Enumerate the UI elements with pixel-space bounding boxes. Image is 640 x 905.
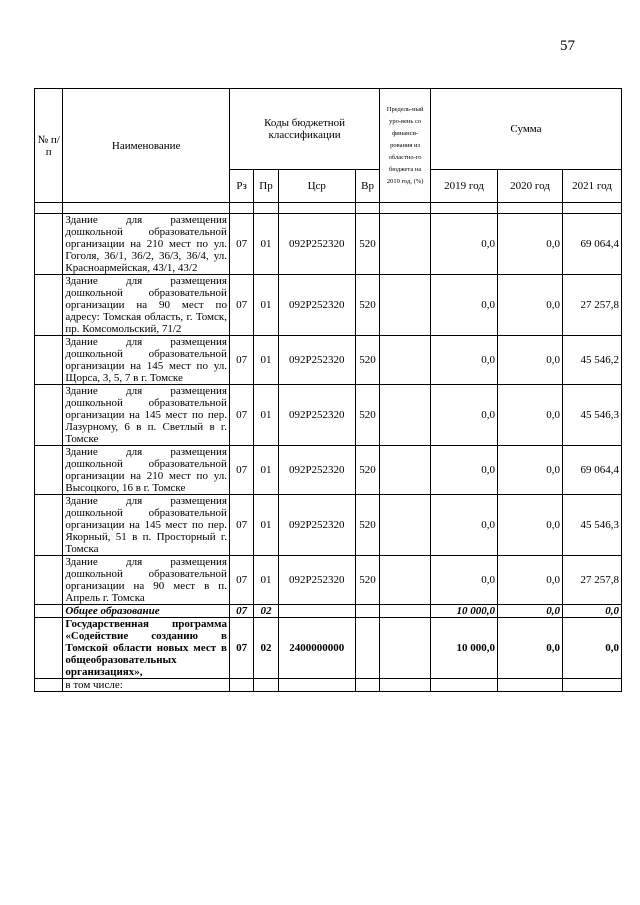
row-pr: 01 [254,495,278,556]
row-2021: 45 546,3 [563,495,622,556]
row-pr: 01 [254,275,278,336]
header-2021: 2021 год [563,170,622,203]
row-2019 [431,679,498,692]
row-rz: 07 [229,214,253,275]
row-csr: 092P252320 [278,385,355,446]
table-row [35,336,622,385]
row-csr: 2400000000 [278,618,355,679]
row-rz: 07 [229,495,253,556]
table-row-section [35,605,622,618]
row-2019: 0,0 [431,336,498,385]
row-2019: 10 000,0 [431,618,498,679]
header-pr: Пр [254,170,278,203]
row-rz: 07 [229,336,253,385]
row-pr [254,679,278,692]
row-2019: 0,0 [431,495,498,556]
spacer-row [35,203,622,214]
row-name: Здание для размещения дошкольной образовательной организации на 90 мест в п. Апрель г. Томска [63,556,230,605]
row-2020: 0,0 [498,446,563,495]
header-2019: 2019 год [431,170,498,203]
row-2021: 27 257,8 [563,556,622,605]
header-rz: Рз [229,170,253,203]
row-vr: 520 [355,446,379,495]
row-name: Здание для размещения дошкольной образовательной организации на 145 мест по пер. Якорный, 51 в п. Просторный г. Томска [63,495,230,556]
row-name: Государственная программа «Содействие созданию в Томской области новых мест в общеобразовательных организациях», [63,618,230,679]
table-row [35,214,622,275]
row-2020: 0,0 [498,605,563,618]
row-pr: 01 [254,214,278,275]
row-2019: 0,0 [431,214,498,275]
header-sum: Сумма [431,89,622,170]
row-vr [355,605,379,618]
row-2021: 69 064,4 [563,446,622,495]
row-rz: 07 [229,446,253,495]
row-rz: 07 [229,275,253,336]
row-2020: 0,0 [498,618,563,679]
table-row [35,275,622,336]
row-pr: 01 [254,446,278,495]
row-2021: 45 546,3 [563,385,622,446]
row-2020: 0,0 [498,336,563,385]
header-2020: 2020 год [498,170,563,203]
row-2021: 45 546,2 [563,336,622,385]
row-2021: 69 064,4 [563,214,622,275]
table-row [35,495,622,556]
row-2021: 27 257,8 [563,275,622,336]
row-pr: 01 [254,336,278,385]
row-pr: 01 [254,556,278,605]
row-2020: 0,0 [498,495,563,556]
row-vr: 520 [355,214,379,275]
row-name: Здание для размещения дошкольной образовательной организации на 210 мест по ул. Высоцкого, 16 в г. Томске [63,446,230,495]
row-2020 [498,679,563,692]
row-pr: 02 [254,618,278,679]
row-csr: 092P252320 [278,446,355,495]
row-rz: 07 [229,556,253,605]
page-number: 57 [560,38,575,54]
header-vr: Вр [355,170,379,203]
row-csr: 092P252320 [278,556,355,605]
row-csr [278,679,355,692]
table-row [35,446,622,495]
header-csr: Цср [278,170,355,203]
row-csr: 092P252320 [278,275,355,336]
row-2019: 0,0 [431,446,498,495]
row-csr: 092P252320 [278,495,355,556]
row-2021: 0,0 [563,605,622,618]
row-csr: 092P252320 [278,336,355,385]
row-2021: 0,0 [563,618,622,679]
row-vr: 520 [355,336,379,385]
row-vr: 520 [355,275,379,336]
table-row [35,385,622,446]
header-codes: Коды бюджетной классификации [229,89,379,170]
row-rz: 07 [229,605,253,618]
row-csr [278,605,355,618]
row-2019: 0,0 [431,556,498,605]
row-csr: 092P252320 [278,214,355,275]
row-vr: 520 [355,495,379,556]
row-2020: 0,0 [498,385,563,446]
row-vr: 520 [355,556,379,605]
row-pr: 01 [254,385,278,446]
row-2020: 0,0 [498,556,563,605]
row-name: в том числе: [63,679,230,692]
row-name: Общее образование [63,605,230,618]
row-2021 [563,679,622,692]
row-name: Здание для размещения дошкольной образовательной организации на 145 мест по ул. Щорса, 3, 5, 7 в г. Томске [63,336,230,385]
header-num: № п/п [35,89,63,203]
row-name: Здание для размещения дошкольной образовательной организации на 145 мест по пер. Лазурному, 6 в п. Светлый в г. Томске [63,385,230,446]
header-limit: Предель-ный уро-вень со финанси-рования из областно-го бюджета на 2019 год, (%) [380,89,431,203]
row-2019: 0,0 [431,385,498,446]
row-2020: 0,0 [498,275,563,336]
row-2020: 0,0 [498,214,563,275]
row-rz: 07 [229,618,253,679]
row-2019: 0,0 [431,275,498,336]
header-name: Наименование [63,89,230,203]
row-name: Здание для размещения дошкольной образовательной организации на 90 мест по адресу: Томская область, г. Томск, пр. Комсомольский, 71/2 [63,275,230,336]
row-rz [229,679,253,692]
row-pr: 02 [254,605,278,618]
table-row-program [35,618,622,679]
row-vr [355,618,379,679]
row-2019: 10 000,0 [431,605,498,618]
row-rz: 07 [229,385,253,446]
header-row [35,89,622,170]
table-row [35,556,622,605]
row-vr: 520 [355,385,379,446]
budget-table [34,88,622,692]
row-vr [355,679,379,692]
row-name: Здание для размещения дошкольной образовательной организации на 210 мест по ул. Гоголя, 36/1, 36/2, 36/3, 36/4, ул. Красноармейская, 43/1, 43/2 [63,214,230,275]
table-row [35,679,622,692]
